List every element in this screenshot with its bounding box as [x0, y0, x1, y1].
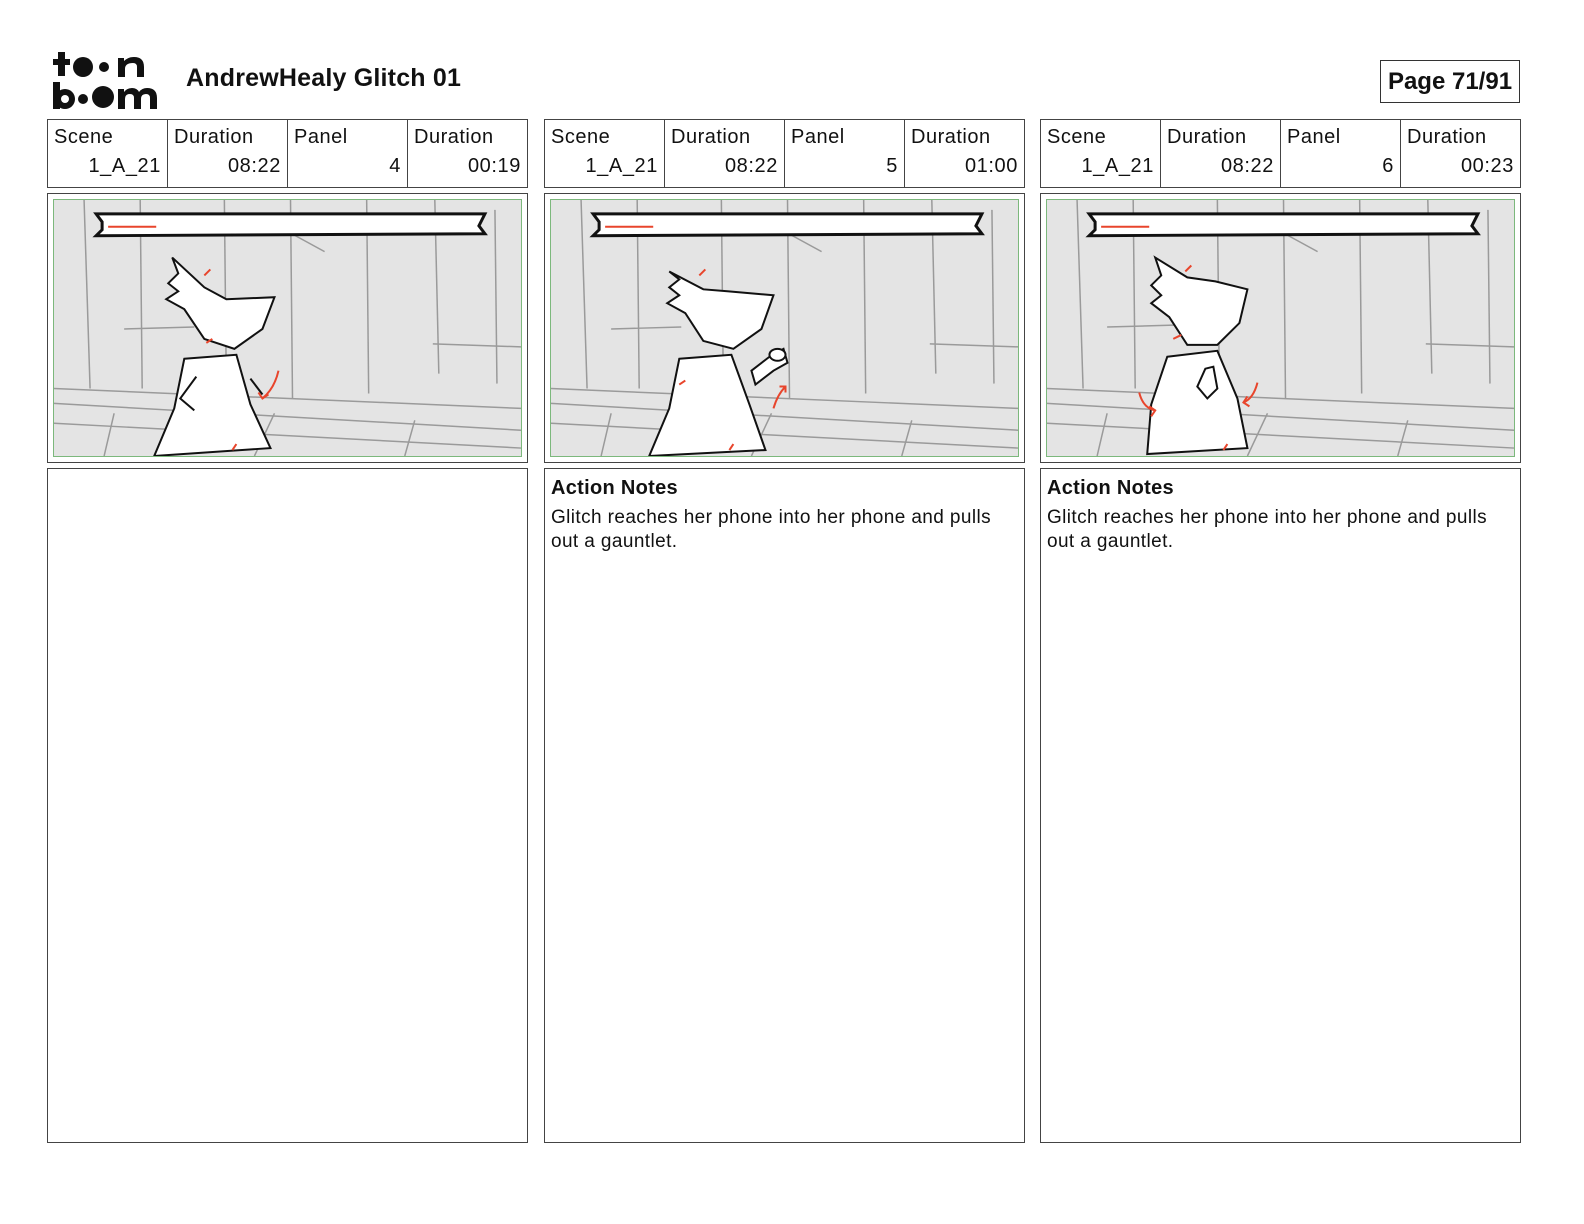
scene-duration-value: 08:22 [1220, 155, 1274, 177]
scene-label: Scene [551, 126, 611, 148]
scene-duration-value: 08:22 [227, 155, 281, 177]
panel-duration-value: 01:00 [964, 155, 1018, 177]
sketch-drawing [550, 199, 1019, 457]
scene-duration-cell [665, 120, 785, 187]
scene-duration-value: 08:22 [724, 155, 778, 177]
scene-label: Scene [1047, 126, 1107, 148]
panel-number-cell [785, 120, 905, 187]
panel-duration-label: Duration [414, 126, 494, 148]
panel-image-frame [47, 193, 528, 463]
panel-number-value: 5 [886, 155, 898, 177]
panel-number-cell [288, 120, 408, 187]
notes-box [1040, 468, 1521, 1143]
panel-duration-label: Duration [1407, 126, 1487, 148]
panel-info-table [1040, 119, 1521, 188]
sketch-drawing [1046, 199, 1515, 457]
document-title: AndrewHealy Glitch 01 [186, 64, 462, 92]
notes-text: Glitch reaches her phone into her phone and pulls out a gauntlet. [1047, 507, 1487, 552]
notes-text: Glitch reaches her phone into her phone and pulls out a gauntlet. [551, 507, 991, 552]
scene-duration-cell [1161, 120, 1281, 187]
scene-value: 1_A_21 [88, 155, 161, 177]
panel-image-frame [544, 193, 1025, 463]
page-indicator: Page 71/91 [1380, 60, 1520, 103]
scene-duration-label: Duration [1167, 126, 1247, 148]
panel-label: Panel [294, 126, 348, 148]
storyboard-panel-column [544, 119, 1025, 1143]
scene-duration-cell [168, 120, 288, 187]
storyboard-panel-column [1040, 119, 1521, 1143]
scene-cell [545, 120, 665, 187]
panel-duration-cell [408, 120, 527, 187]
toon-boom-logo [52, 50, 164, 112]
panel-duration-value: 00:19 [467, 155, 521, 177]
scene-duration-label: Duration [174, 126, 254, 148]
scene-value: 1_A_21 [585, 155, 658, 177]
scene-label: Scene [54, 126, 114, 148]
storyboard-panel-column [47, 119, 528, 1143]
scene-value: 1_A_21 [1081, 155, 1154, 177]
notes-box [47, 468, 528, 1143]
scene-cell [1041, 120, 1161, 187]
scene-cell [48, 120, 168, 187]
notes-box [544, 468, 1025, 1143]
panel-duration-label: Duration [911, 126, 991, 148]
sketch-drawing [53, 199, 522, 457]
panel-duration-cell [905, 120, 1024, 187]
panel-duration-cell [1401, 120, 1520, 187]
panel-info-table [47, 119, 528, 188]
panel-duration-value: 00:23 [1460, 155, 1514, 177]
panel-info-table [544, 119, 1025, 188]
panel-number-cell [1281, 120, 1401, 187]
notes-title: Action Notes [551, 477, 678, 499]
panel-label: Panel [1287, 126, 1341, 148]
panel-image-frame [1040, 193, 1521, 463]
panel-number-value: 6 [1382, 155, 1394, 177]
panel-number-value: 4 [389, 155, 401, 177]
notes-title: Action Notes [1047, 477, 1174, 499]
panel-label: Panel [791, 126, 845, 148]
scene-duration-label: Duration [671, 126, 751, 148]
